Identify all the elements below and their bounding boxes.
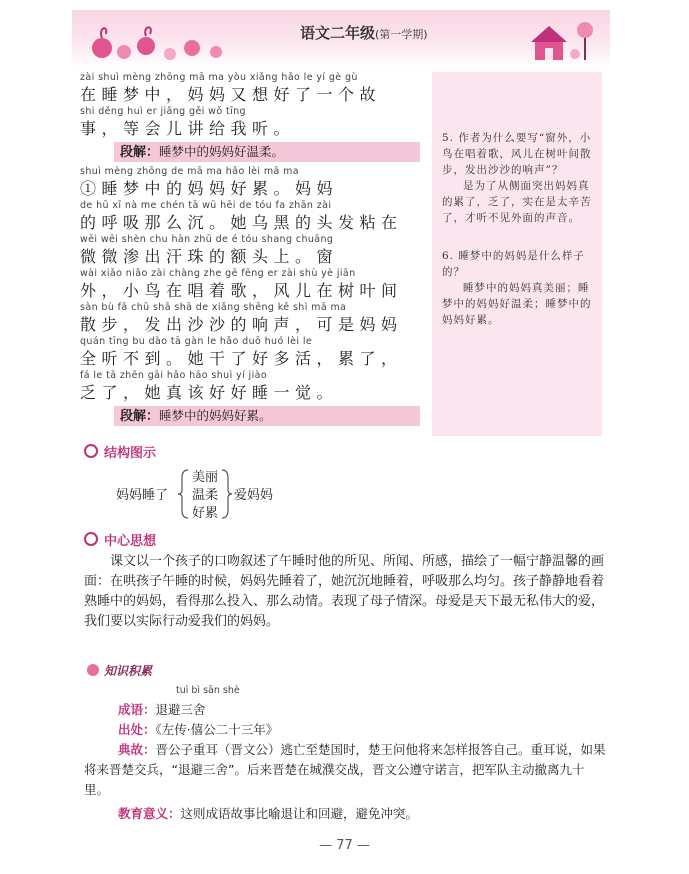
- central-idea-heading-text: 中心思想: [104, 534, 157, 549]
- hanzi-row: 乏了，她真该好好睡一觉。: [80, 383, 339, 402]
- pinyin-row: de hū xī nà me chén tā wū hēi de tóu fa zhān zài: [80, 200, 332, 211]
- structure-heading: [84, 442, 156, 461]
- segment-label: 段解：: [120, 145, 160, 160]
- idiom-pinyin: tuì bì sān shè: [176, 685, 240, 696]
- magnifier-icon: [84, 532, 98, 546]
- hanzi-row: 全听不到。她干了好多活，累了，: [80, 349, 403, 368]
- story-text: 晋公子重耳（晋文公）逃亡至楚国时，楚王问他将来怎样报答自己。重耳说，如果将来晋楚交兵，“退避三舍”。后来晋楚在城濮交战，晋文公遵守诺言，把军队主动撤离九十里。: [84, 742, 606, 797]
- text-line: [80, 200, 420, 234]
- meaning-label: 教育意义：: [118, 806, 181, 821]
- pinyin-row: wài xiǎo niǎo zài chàng zhe gē fēng er zài shù yè jiān: [80, 268, 356, 279]
- page-number: — 77 —: [319, 838, 370, 853]
- idiom-label: 成语：: [118, 702, 156, 717]
- hanzi-row: 事，等会儿讲给我听。: [80, 119, 296, 138]
- meaning-line: [118, 804, 642, 824]
- text-line: [80, 106, 420, 140]
- hanzi-row: ①睡梦中的妈妈好累。妈妈: [80, 179, 339, 198]
- structure-branch: 好累: [192, 506, 219, 521]
- leaf-icon: [86, 663, 100, 677]
- text-line: [80, 336, 420, 370]
- segment-note: [114, 142, 420, 162]
- knowledge-heading: [86, 662, 152, 679]
- segment-label: 段解：: [120, 409, 160, 424]
- pinyin-row: sàn bù fā chū shā shā de xiǎng shēng kě shì mā ma: [80, 302, 347, 313]
- house-decoration-icon: [515, 18, 605, 64]
- left-brace-icon: [178, 468, 190, 520]
- pinyin-row: wēi wēi shèn chu hàn zhū de é tóu shang chuāng: [80, 234, 334, 245]
- structure-root: 妈妈睡了: [116, 488, 169, 503]
- annotation-panel: [432, 72, 602, 436]
- magnifier-icon: [84, 444, 98, 458]
- text-line: [80, 268, 420, 302]
- hanzi-row: 在睡梦中，妈妈又想好了一个故: [80, 85, 382, 104]
- source-text: 《左传·僖公二十三年》: [155, 722, 279, 737]
- book-title: 语文二年级: [300, 24, 376, 42]
- answer-5: 是为了从侧面突出妈妈真的累了，乏了，实在是太辛苦了，才听不见外面的声音。: [442, 180, 592, 224]
- idiom-line: [118, 700, 642, 720]
- hanzi-row: 散步，发出沙沙的响声，可是妈妈: [80, 315, 403, 334]
- question-6: 6. 睡梦中的妈妈是什么样子的？: [442, 250, 585, 278]
- structure-branch: 温柔: [192, 488, 219, 503]
- answer-6: 睡梦中的妈妈真美丽；睡梦中的妈妈好温柔；睡梦中的妈妈好累。: [442, 282, 592, 326]
- story-label: 典故：: [118, 742, 156, 757]
- meaning-text: 这则成语故事比喻退让和回避，避免冲突。: [180, 806, 419, 821]
- hanzi-row: 外，小鸟在唱着歌，风儿在树叶间: [80, 281, 403, 300]
- pinyin-row: shuì mèng zhōng de mā ma hǎo lèi mā ma: [80, 166, 299, 177]
- lesson-text: [80, 72, 420, 430]
- pinyin-row: quán tīng bu dào tā gàn le hǎo duō huó lèi le: [80, 336, 313, 347]
- text-line: [80, 166, 420, 200]
- pinyin-row: fá le tā zhēn gāi hǎo hāo shuì yí jiào: [80, 370, 268, 381]
- source-line: [118, 720, 642, 740]
- structure-diagram: [116, 466, 336, 522]
- segment-text: 睡梦中的妈妈好累。: [159, 408, 272, 423]
- story-paragraph: [84, 740, 606, 800]
- knowledge-heading-text: 知识积累: [104, 664, 153, 678]
- question-5: 5. 作者为什么要写“窗外，小鸟在唱着歌，风儿在树叶间散步，发出沙沙的响声”？: [442, 132, 592, 176]
- text-line: [80, 370, 420, 404]
- hanzi-row: 微微渗出汗珠的额头上。窗: [80, 247, 339, 266]
- hanzi-row: 的呼吸那么沉。她乌黑的头发粘在: [80, 213, 403, 232]
- idiom-text: 退避三舍: [155, 702, 206, 717]
- text-line: [80, 234, 420, 268]
- central-idea-heading: [84, 530, 156, 549]
- book-subtitle: (第一学期): [375, 28, 428, 41]
- structure-branch: 美丽: [192, 470, 219, 485]
- segment-text: 睡梦中的妈妈好温柔。: [159, 144, 285, 159]
- segment-note: [114, 406, 420, 426]
- structure-heading-text: 结构图示: [104, 446, 157, 461]
- flower-decoration-icon: [84, 22, 234, 62]
- structure-conclusion: 爱妈妈: [234, 488, 274, 503]
- pinyin-row: zài shuì mèng zhōng mā ma yòu xiǎng hǎo le yí gè gù: [80, 72, 358, 83]
- pinyin-row: shi děng huì er jiǎng gěi wǒ tīng: [80, 106, 246, 117]
- text-line: [80, 302, 420, 336]
- central-idea-text: 课文以一个孩子的口吻叙述了午睡时他的所见、所闻、所感，描绘了一幅宁静温馨的画面：在哄孩子午睡的时候，妈妈先睡着了，她沉沉地睡着，呼吸那么均匀。孩子静静地看着熟睡中的妈妈，看得那么投入、那么动情。表现了母子情深。母爱是天下最无私伟大的爱，我们要以实际行动爱我们的妈妈。: [84, 554, 605, 629]
- right-brace-icon: [220, 468, 232, 520]
- text-line: [80, 72, 420, 106]
- source-label: 出处：: [118, 722, 156, 737]
- page-title: [300, 22, 428, 43]
